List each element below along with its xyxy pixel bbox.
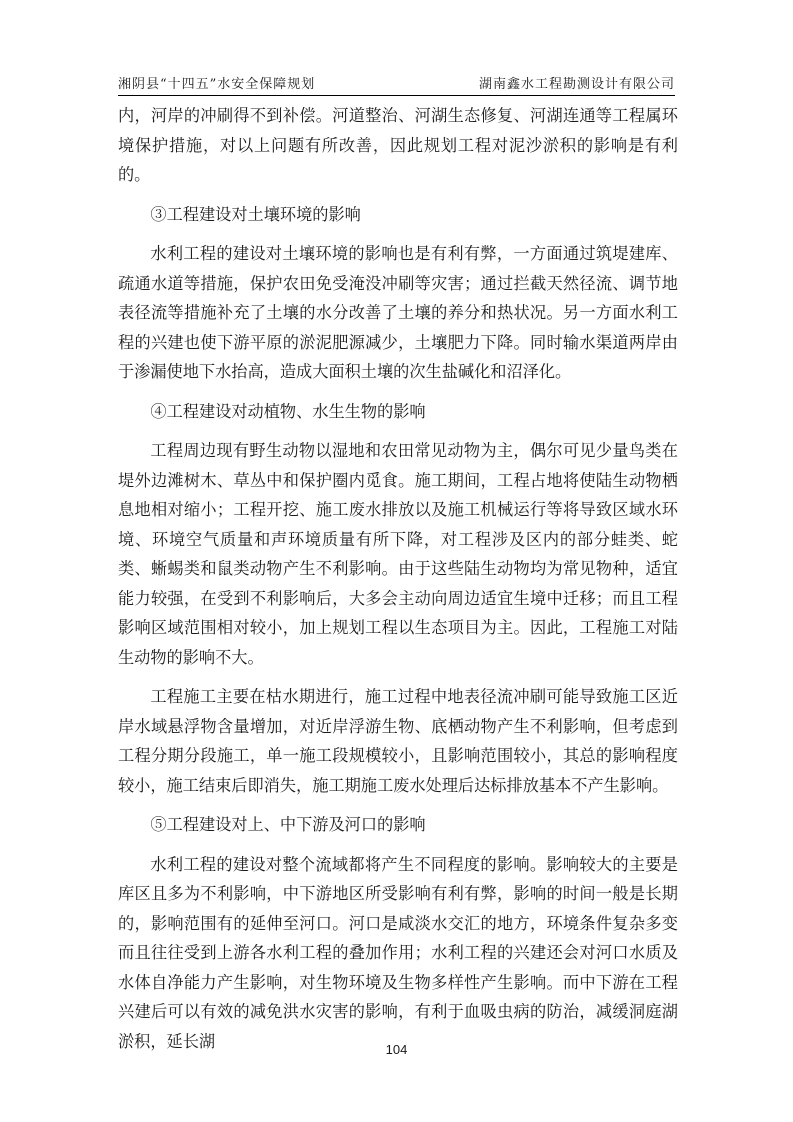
- paragraph-soil-impact: 水利工程的建设对土壤环境的影响也是有利有弊，一方面通过筑堤建库、疏通水道等措施，保护农田免受淹没冲刷等灾害；通过拦截天然径流、调节地表径流等措施补充了土壤的水分改善了土壤的养分和热状况。另一方面水利工程的兴建也使下游平原的淤泥肥源减少，土壤肥力下降。同时输水渠道两岸由于渗漏使地下水抬高，造成大面积土壤的次生盐碱化和沼泽化。: [118, 244, 678, 381]
- paragraph-continuation: 内，河岸的冲刷得不到补偿。河道整治、河湖生态修复、河湖连通等工程属环境保护措施，对以上问题有所改善，因此规划工程对泥沙淤积的影响是有利的。: [118, 106, 678, 184]
- header-company-name: 湖南鑫水工程勘测设计有限公司: [478, 77, 675, 92]
- header-document-title: 湘阴县“十四五”水安全保障规划: [118, 77, 316, 92]
- section-heading-downstream: ⑤工程建设对上、中下游及河口的影响: [150, 815, 426, 834]
- paragraph-downstream-impact: 水利工程的建设对整个流域都将产生不同程度的影响。影响较大的主要是库区且多为不利影响，中下游地区所受影响有利有弊，影响的时间一般是长期的，影响范围有的延伸至河口。河口是咸淡水交汇的地方，环境条件复杂多变而且往往受到上游各水利工程的叠加作用；水利工程的兴建还会对河口水质及水体自净能力产生影响，对生物环境及生物多样性产生影响。而中下游在工程兴建后可以有效的减免洪水灾害的影响，有利于血吸虫病的防治，减缓洞庭湖淤积，延长湖: [118, 854, 678, 1051]
- page-body: [118, 101, 678, 1066]
- paragraph-aquatic-life: 工程施工主要在枯水期进行，施工过程中地表径流冲刷可能导致施工区近岸水域悬浮物含量增加，对近岸浮游生物、底栖动物产生不利影响，但考虑到工程分期分段施工，单一施工段规模较小，且影响范围较小，其总的影响程度较小，施工结束后即消失，施工期施工废水处理后达标排放基本不产生影响。: [118, 687, 678, 795]
- section-heading-biota: ④工程建设对动植物、水生生物的影响: [150, 401, 426, 421]
- page-header: [118, 68, 675, 96]
- paragraph-terrestrial-animals: 工程周边现有野生动物以湿地和农田常见动物为主，偶尔可见少量鸟类在堤外边滩树木、草丛中和保护圈内觅食。施工期间，工程占地将使陆生动物栖息地相对缩小；工程开挖、施工废水排放以及施工机械运行等将导致区域水环境、环境空气质量和声环境质量有所下降，对工程涉及区内的部分蛙类、蛇类、蜥蜴类和鼠类动物产生不利影响。由于这些陆生动物均为常见物种，适宜能力较强，在受到不利影响后，大多会主动向周边适宜生境中迁移；而且工程影响区域范围相对较小，加上规划工程以生态项目为主。因此，工程施工对陆生动物的影响不大。: [118, 441, 678, 667]
- section-heading-soil: ③工程建设对土壤环境的影响: [150, 204, 361, 224]
- page-number: 104: [385, 1042, 408, 1057]
